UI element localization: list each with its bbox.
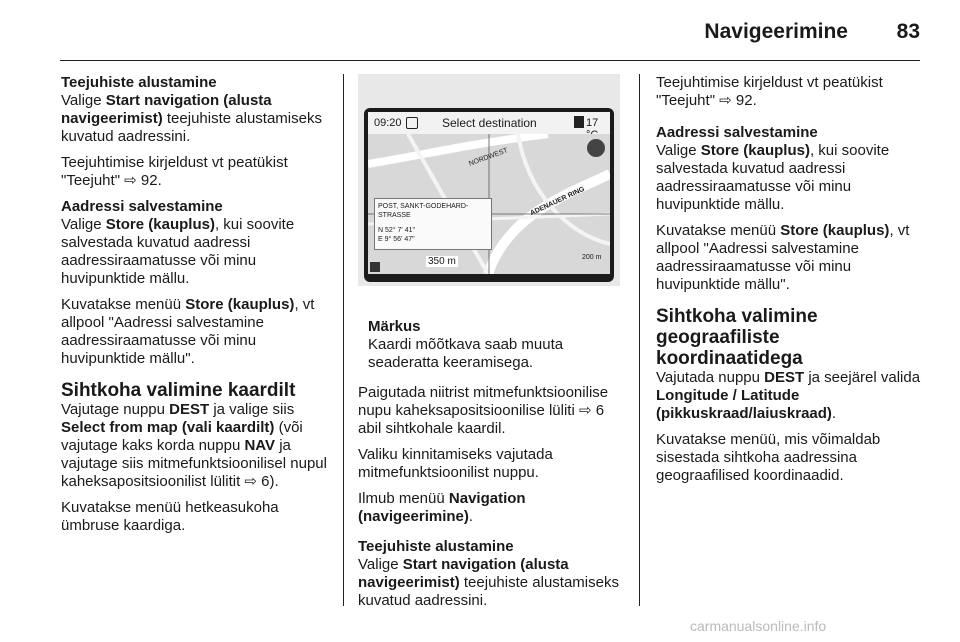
page-header bbox=[60, 0, 920, 61]
watermark: carmanualsonline.info bbox=[690, 618, 827, 634]
map-view[interactable] bbox=[368, 134, 610, 274]
paragraph-menu: Kuvatakse menüü Store (kauplus), vt allpool "Aadressi salvestamine aadressiraamatusse või minu huvipunktide mällu". bbox=[656, 222, 910, 293]
paragraph-map-menu: Kuvatakse menüü hetkeasukoha ümbruse kaardiga. bbox=[61, 499, 279, 534]
note-heading: Märkus bbox=[368, 318, 421, 335]
paragraph-save: Valige Store (kauplus), kui soovite salvestada kuvatud aadressi aadressiraamatusse või minu huvipunktide mällu. bbox=[656, 142, 890, 213]
note-box bbox=[358, 318, 628, 372]
paragraph-desc: Teejuhtimise kirjeldust vt peatükist "Teejuht" ⇨ 92. bbox=[61, 154, 288, 189]
column-divider bbox=[639, 74, 640, 606]
page-number: 83 bbox=[896, 20, 920, 43]
paragraph-confirm: Valiku kinnitamiseks vajutada mitmefunktsioonilist nuppu. bbox=[358, 446, 553, 481]
paragraph-crosshair: Paigutada niitrist mitmefunktsioonilise nupu kaheksapositsioonilise lüliti ⇨ 6 abil sihtkohale kaardil. bbox=[358, 384, 609, 437]
scale-label: 200 m bbox=[582, 254, 602, 261]
paragraph-geo-menu: Kuvatakse menüü, mis võimaldab sisestada sihtkoha aadressina geograafilised koordinaadid. bbox=[656, 431, 881, 484]
column-2 bbox=[358, 300, 628, 618]
paragraph-desc: Teejuhtimise kirjeldust vt peatükist "Teejuht" ⇨ 92. bbox=[656, 74, 883, 109]
temperature: 17 bbox=[586, 117, 599, 129]
heading-start-navigation: Teejuhiste alustamine bbox=[358, 538, 514, 555]
screen-title: Select destination bbox=[442, 116, 537, 130]
heading-start-navigation: Teejuhiste alustamine bbox=[61, 74, 217, 91]
paragraph-map: Vajutage nuppu DEST ja valige siis Select from map (vali kaardilt) (või vajutage kaks korda nuppu NAV ja vajutage siis mitmefunktsioonilisel nupul kaheksapositsioonilist lülitit ⇨ 6). bbox=[61, 401, 327, 490]
heading-select-from-map: Sihtkoha valimine kaardilt bbox=[61, 380, 296, 401]
paragraph-menu: Kuvatakse menüü Store (kauplus), vt allpool "Aadressi salvestamine aadressiraamatusse või minu huvipunktide mällu". bbox=[61, 296, 315, 367]
road-label: ADENAUER RING bbox=[529, 185, 586, 218]
clock: 09:20 bbox=[374, 117, 402, 129]
paragraph-geo: Vajutada nuppu DEST ja seejärel valida Longitude / Latitude (pikkuskraad/laiuskraad). bbox=[656, 369, 921, 422]
note-text: Kaardi mõõtkava saab muuta seaderatta keeramisega. bbox=[368, 336, 564, 371]
paragraph-save: Valige Store (kauplus), kui soovite salvestada kuvatud aadressi aadressiraamatusse või minu huvipunktide mällu. bbox=[61, 216, 295, 287]
screen-top-bar bbox=[368, 112, 610, 134]
page-title: Navigeerimine bbox=[704, 20, 848, 43]
thermometer-icon bbox=[574, 116, 584, 128]
paragraph-start: Valige Start navigation (alusta navigeerimist) teejuhiste alustamiseks kuvatud aadressini. bbox=[358, 556, 619, 609]
heading-save-address: Aadressi salvestamine bbox=[656, 124, 818, 141]
paragraph-start: Valige Start navigation (alusta navigeerimist) teejuhiste alustamiseks kuvatud aadressini. bbox=[61, 92, 322, 145]
distance-label: 350 m bbox=[428, 256, 456, 267]
column-3 bbox=[656, 74, 926, 493]
road-label: NORDWEST bbox=[468, 147, 509, 168]
heading-geo-coordinates: Sihtkoha valimine geograafiliste koordinaatidega bbox=[656, 306, 818, 369]
paragraph-menu: Ilmub menüü Navigation (navigeerimine). bbox=[358, 490, 526, 525]
column-divider bbox=[343, 74, 344, 606]
status-icon bbox=[406, 117, 418, 129]
column-1 bbox=[61, 74, 331, 543]
navigation-screen-figure bbox=[358, 74, 620, 286]
heading-save-address: Aadressi salvestamine bbox=[61, 198, 223, 215]
location-info-box: POST, SANKT-GODEHARD-STRASSE N 52° 7' 41" E 9° 56' 47" bbox=[374, 198, 492, 250]
